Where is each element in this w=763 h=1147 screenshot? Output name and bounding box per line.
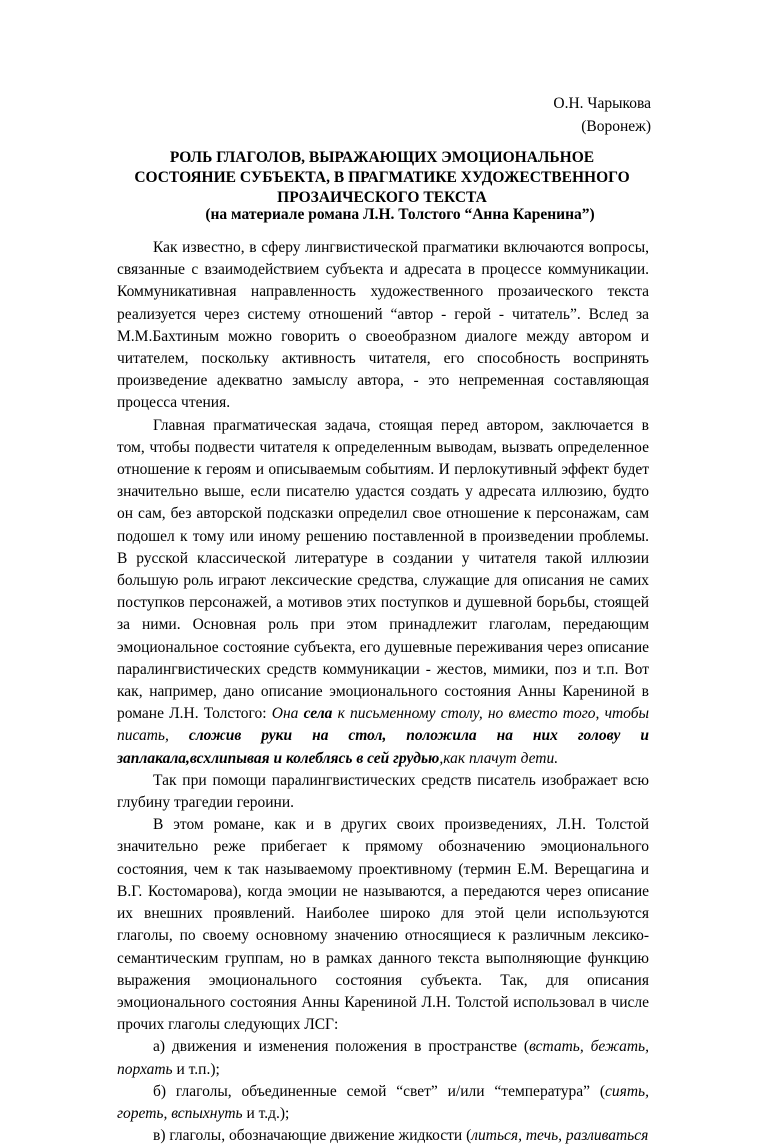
article-title — [117, 148, 647, 208]
quote-part-1: Она — [271, 705, 304, 723]
paragraph-1: Как известно, в сферу лингвистической прагматики включаются вопросы, связанные с взаимодействием субъекта и адресата в процессе коммуникации. Коммуникативная направленность художественного прозаического текста реализуется через систему отношений “автор - герой - читатель”. Вслед за М.М.Бахтиным можно говорить о своеобразном диалоге между автором и читателем, поскольку активность читателя, его способность воспринять произведение адекватно замыслу автора, - это непременная составляющая процесса чтения. — [117, 239, 649, 412]
title-line-1: РОЛЬ ГЛАГОЛОВ, ВЫРАЖАЮЩИХ ЭМОЦИОНАЛЬНОЕ — [169, 149, 595, 166]
list-item-b-text: б) глаголы, объединенные семой “свет” и/или “температура” ( — [153, 1082, 606, 1100]
paragraph-4: В этом романе, как и в других своих произведениях, Л.Н. Толстой значительно реже прибегает к прямому обозначению эмоционального состояния, чем к так называемому проективному (термин Е.М. Верещагина и В.Г. Костомарова), когда эмоции не называются, а передаются через описание их внешних проявлений. Наиболее широко для этой цели используются глаголы, по своему основному значению относящиеся к различным лексико-семантическим группам, но в рамках данного текста выполняющие функцию выражения эмоционального состояния субъекта. Так, для описания эмоционального состояния Анны Карениной Л.Н. Толстой использовал в числе прочих глаголы следующих ЛСГ: — [117, 816, 649, 1034]
paragraph-2-text: Главная прагматическая задача, стоящая перед автором, заключается в том, чтобы подвести читателя к определенным выводам, вызвать определенное отношение к героям и описываемым событиям. И перлокутивный эффект будет значительно выше, если писателю удастся создать у адресата иллюзию, будто он сам, без авторской подсказки определил свое отношение к персонажам, сам подошел к тому или иному решению поставленной в произведении проблемы. В русской классической литературе в создании у читателя такой иллюзии большую роль играют лексические средства, служащие для описания не самих поступков персонажей, а мотивов этих поступков и душевной борьбы, стоящей за ними. Основная роль при этом принадлежит глаголам, передающим эмоциональное состояние субъекта, его душевные переживания через описание паралингвистических средств коммуникации - жестов, мимики, поз и т.п. Вот как, например, дано описание эмоционального состояния Анны Карениной в романе Л.Н. Толстого: — [117, 416, 649, 723]
quote-part-5: ,как плачут дети. — [439, 749, 559, 767]
author-name: О.Н. Чарыкова — [553, 95, 651, 112]
list-item-c-examples: литься, течь, разливаться — [471, 1127, 649, 1145]
author-city: (Воронеж) — [581, 118, 651, 135]
quote-part-3: к письменному столу, но вместо того, чтобы писать, — [117, 705, 649, 745]
list-item-b-end: и т.д.); — [242, 1104, 290, 1122]
author-block — [431, 92, 651, 138]
list-item-c-text: в) глаголы, обозначающие движение жидкости ( — [153, 1127, 472, 1145]
list-item-a-end: и т.п.); — [172, 1060, 220, 1078]
list-item-a-text: а) движения и изменения положения в пространстве ( — [153, 1038, 530, 1056]
quote-part-2: села — [303, 705, 333, 723]
list-item-c — [117, 1125, 649, 1147]
article-subtitle: (на материале романа Л.Н. Толстого “Анна Каренина”) — [205, 206, 595, 223]
list-item-b-examples: сиять, гореть, вспыхнуть — [117, 1082, 649, 1122]
title-line-2: СОСТОЯНИЕ СУБЪЕКТА, В ПРАГМАТИКЕ ХУДОЖЕСТВЕННОГО — [134, 169, 630, 186]
list-item-a-examples: встать, бежать, порхать — [117, 1038, 649, 1078]
paragraph-3: Так при помощи паралингвистических средств писатель изображает всю глубину трагедии героини. — [117, 771, 649, 812]
list-item-b — [117, 1081, 649, 1125]
article-body — [117, 237, 649, 1147]
title-line-3: ПРОЗАИЧЕСКОГО ТЕКСТА — [277, 189, 487, 206]
list-item-a — [117, 1036, 649, 1080]
quote-part-4: сложив руки на стол, положила на них голову и заплакала,всхлипывая и колеблясь в сей грудью — [117, 727, 649, 767]
paragraph-2 — [117, 415, 649, 770]
